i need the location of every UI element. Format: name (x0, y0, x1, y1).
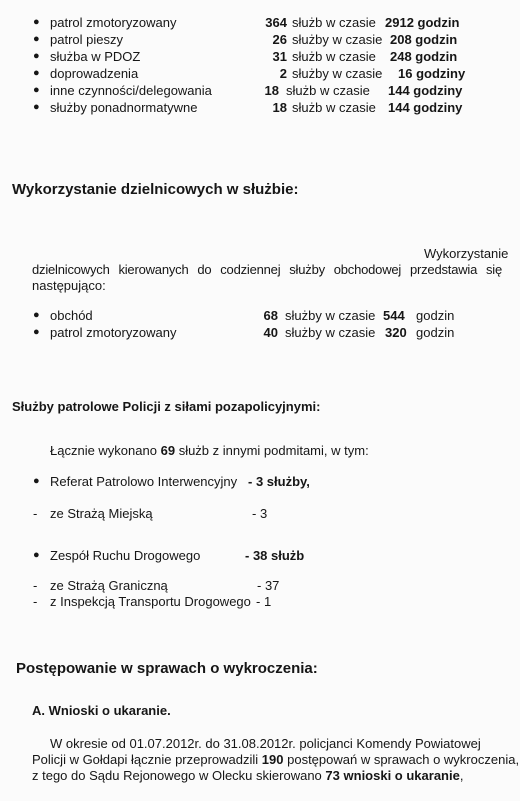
item-hours: 16 godziny (398, 66, 466, 81)
item-unit: służby w czasie (285, 308, 376, 323)
item-label: patrol zmotoryzowany (50, 325, 177, 340)
item-unit: służb w czasie (292, 15, 376, 30)
text-span: , (459, 768, 464, 783)
item-hours: 144 godziny (388, 100, 463, 115)
text-span: postępowań w sprawach o wykroczenia, (287, 752, 520, 767)
paragraph-line (32, 768, 463, 783)
number-span: 190 (261, 752, 284, 767)
bullet: ● (33, 549, 40, 561)
item-count: 31 (272, 49, 287, 64)
item-unit: służby w czasie (292, 32, 383, 47)
item-label: patrol zmotoryzowany (50, 15, 177, 30)
intro-num: 69 (160, 443, 176, 458)
zrd-sub2-label: z Inspekcją Transportu Drogowego (50, 594, 251, 609)
item-label: służba w PDOZ (50, 49, 141, 64)
section-heading-wykroczenia: Postępowanie w sprawach o wykroczenia: (16, 660, 318, 677)
bullet: ● (33, 326, 40, 338)
dash-marker: - (33, 578, 38, 593)
item-count: 18 (272, 100, 287, 115)
item-count: 2 (279, 66, 287, 81)
paragraph-line: następująco: (32, 278, 106, 293)
bullet: ● (33, 309, 40, 321)
zrd-label: Zespół Ruchu Drogowego (50, 548, 201, 563)
text-span: Policji w Gołdapi łącznie przeprowadzili (32, 752, 259, 767)
ref-value: - 3 służby, (248, 474, 310, 489)
item-hours: 144 godziny (388, 83, 463, 98)
number-span: 73 (325, 768, 340, 783)
item-count: 18 (264, 83, 279, 98)
item-label: obchód (50, 308, 93, 323)
ref-sub-label: ze Strażą Miejską (50, 506, 153, 521)
item-label: służby ponadnormatywne (50, 100, 198, 115)
item-unit: służb w czasie (292, 49, 376, 64)
section-heading-patrole: Służby patrolowe Policji z siłami pozapolicyjnymi: (12, 399, 321, 414)
item-hours: 208 godzin (390, 32, 458, 47)
item-count: 26 (272, 32, 287, 47)
section-heading-dzielnicowi: Wykorzystanie dzielnicowych w służbie: (12, 181, 299, 198)
subsection-heading-wnioski: A. Wnioski o ukaranie. (32, 703, 171, 718)
intro-line (50, 443, 369, 458)
item-unit: służby w czasie (292, 66, 383, 81)
item-label: inne czynności/delegowania (50, 83, 212, 98)
item-count: 68 (263, 308, 278, 323)
item-unit: służby w czasie (285, 325, 376, 340)
item-hours-unit: godzin (416, 325, 455, 340)
item-label: doprowadzenia (50, 66, 139, 81)
bullet: ● (33, 67, 40, 79)
bullet: ● (33, 16, 40, 28)
dash-marker: - (33, 506, 38, 521)
zrd-sub2-value: - 1 (256, 594, 272, 609)
intro-pre: Łącznie wykonano (50, 443, 157, 458)
item-hours: 544 (383, 308, 405, 323)
item-hours: 320 (385, 325, 407, 340)
bold-span: wnioski o ukaranie (343, 768, 460, 783)
ref-sub-value: - 3 (252, 506, 268, 521)
item-label: patrol pieszy (50, 32, 123, 47)
paragraph-line (32, 752, 519, 767)
text-span: z tego do Sądu Rejonowego w Olecku skierowano (32, 768, 322, 783)
item-count: 364 (265, 15, 287, 30)
bullet: ● (33, 101, 40, 113)
item-hours (385, 15, 459, 30)
bullet: ● (33, 33, 40, 45)
hours-value: 2912 godzin (385, 15, 460, 30)
bullet: ● (33, 84, 40, 96)
item-count: 40 (263, 325, 278, 340)
intro-post: służb z innymi podmitami, w tym: (178, 443, 369, 458)
zrd-sub1-label: ze Strażą Graniczną (50, 578, 168, 593)
zrd-sub1-value: - 37 (257, 578, 280, 593)
item-unit: służb w czasie (286, 83, 370, 98)
paragraph-line: dzielnicowych kierowanych do codziennej służby obchodowej przedstawia się (32, 262, 502, 277)
bullet: ● (33, 50, 40, 62)
zrd-value: - 38 służb (245, 548, 305, 563)
ref-label: Referat Patrolowo Interwencyjny (50, 474, 238, 489)
item-hours: 248 godzin (390, 49, 458, 64)
paragraph-right-word: Wykorzystanie (424, 246, 509, 261)
item-unit: służb w czasie (292, 100, 376, 115)
dash-marker: - (33, 594, 38, 609)
bullet: ● (33, 475, 40, 487)
paragraph-line: W okresie od 01.07.2012r. do 31.08.2012r. policjanci Komendy Powiatowej (50, 736, 481, 751)
item-hours-unit: godzin (416, 308, 455, 323)
